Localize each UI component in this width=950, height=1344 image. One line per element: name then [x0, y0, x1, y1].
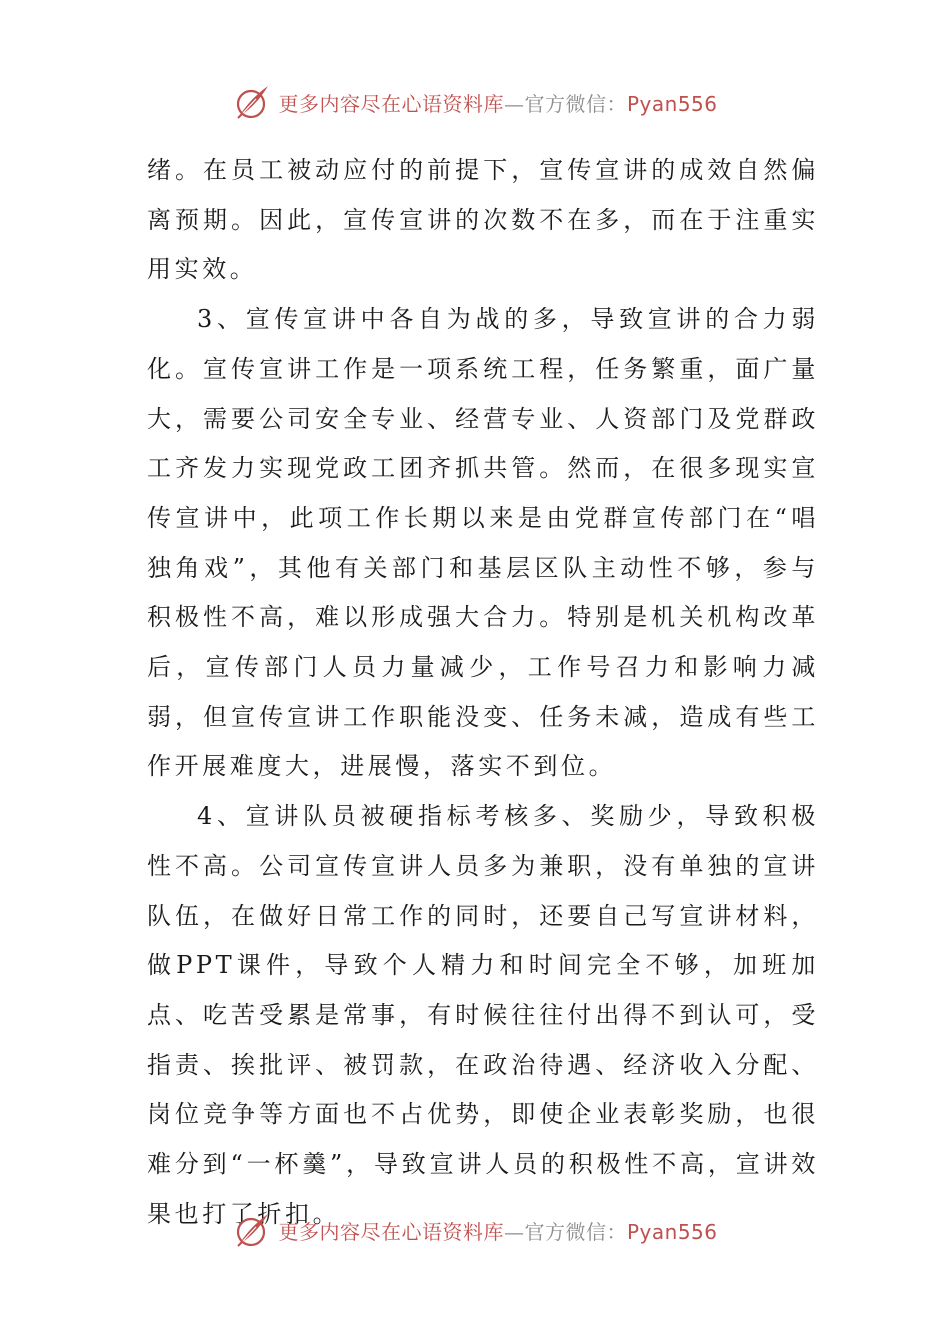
document-body — [147, 146, 819, 1239]
contact-label: 官方微信： — [524, 91, 627, 116]
paragraph-point-3: 3、宣传宣讲中各自为战的多，导致宣讲的合力弱化。宣传宣讲工作是一项系统工程，任务繁重，面广量大，需要公司安全专业、经营专业、人资部门及党群政工齐发力实现党政工团齐抓共管。然而，在很多现实宣传宣讲中，此项工作长期以来是由党群宣传部门在“唱独角戏”，其他有关部门和基层区队主动性不够，参与积极性不高，难以形成强大合力。特别是机关机构改革后，宣传部门人员力量减少，工作号召力和影响力减弱，但宣传宣讲工作职能没变、任务未减，造成有些工作开展难度大，进展慢，落实不到位。 — [147, 305, 819, 781]
footer-banner — [0, 1208, 950, 1252]
site-name: 更多内容尽在心语资料库 — [278, 1219, 504, 1244]
header-banner — [0, 80, 950, 124]
quill-pen-logo-icon — [232, 1210, 272, 1250]
wechat-id: Pyan556 — [626, 1219, 718, 1244]
banner-separator: — — [503, 1219, 525, 1244]
contact-label: 官方微信： — [524, 1219, 627, 1244]
wechat-id: Pyan556 — [626, 91, 718, 116]
banner-text — [278, 1216, 717, 1245]
paragraph-continuation: 绪。在员工被动应付的前提下，宣传宣讲的成效自然偏离预期。因此，宣传宣讲的次数不在多，而在于注重实用实效。 — [147, 156, 819, 284]
quill-pen-logo-icon — [232, 82, 272, 122]
site-name: 更多内容尽在心语资料库 — [278, 91, 504, 116]
banner-text — [278, 88, 717, 117]
banner-separator: — — [503, 91, 525, 116]
paragraph-point-4: 4、宣讲队员被硬指标考核多、奖励少，导致积极性不高。公司宣传宣讲人员多为兼职，没有单独的宣讲队伍，在做好日常工作的同时，还要自己写宣讲材料，做PPT课件，导致个人精力和时间完全不够，加班加点、吃苦受累是常事，有时候往往付出得不到认可，受指责、挨批评、被罚款，在政治待遇、经济收入分配、岗位竞争等方面也不占优势，即使企业表彰奖励，也很难分到“一杯羹”，导致宣讲人员的积极性不高，宣讲效果也打了折扣。 — [147, 802, 819, 1228]
